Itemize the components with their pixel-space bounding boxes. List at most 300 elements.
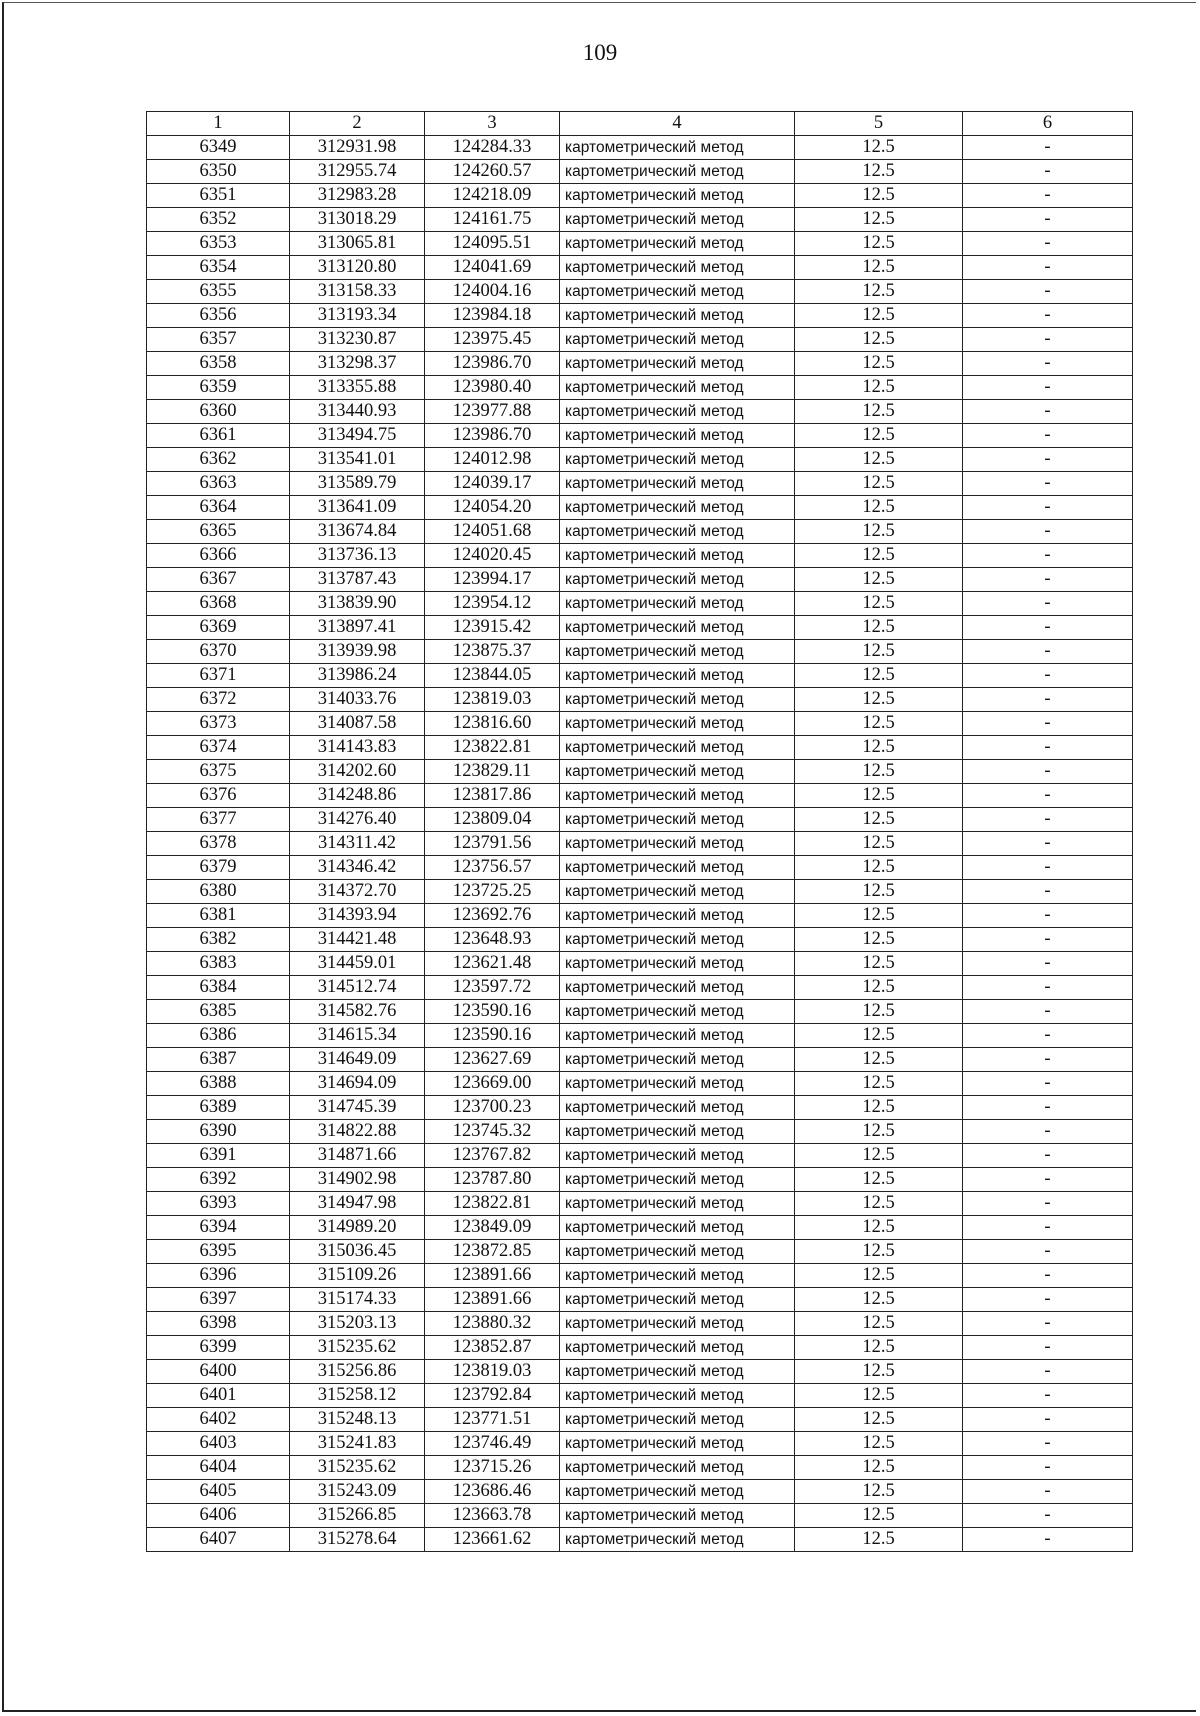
- method-cell: картометрический метод: [560, 1312, 795, 1336]
- x-coordinate-cell: 314989.20: [290, 1216, 425, 1240]
- method-cell: картометрический метод: [560, 1096, 795, 1120]
- x-coordinate-cell: 315243.09: [290, 1480, 425, 1504]
- note-cell: -: [963, 1528, 1133, 1552]
- table-row: [147, 568, 1133, 592]
- table-row: [147, 1384, 1133, 1408]
- table-row: [147, 1072, 1133, 1096]
- y-coordinate-cell: 123686.46: [425, 1480, 560, 1504]
- point-number-cell: 6373: [147, 712, 290, 736]
- table-row: [147, 1144, 1133, 1168]
- table-row: [147, 280, 1133, 304]
- method-cell: картометрический метод: [560, 376, 795, 400]
- note-cell: -: [963, 808, 1133, 832]
- method-cell: картометрический метод: [560, 1288, 795, 1312]
- x-coordinate-cell: 314745.39: [290, 1096, 425, 1120]
- x-coordinate-cell: 314346.42: [290, 856, 425, 880]
- method-cell: картометрический метод: [560, 520, 795, 544]
- y-coordinate-cell: 123756.57: [425, 856, 560, 880]
- x-coordinate-cell: 313839.90: [290, 592, 425, 616]
- method-cell: картометрический метод: [560, 1264, 795, 1288]
- x-coordinate-cell: 313065.81: [290, 232, 425, 256]
- table-row: [147, 376, 1133, 400]
- y-coordinate-cell: 123819.03: [425, 688, 560, 712]
- note-cell: -: [963, 208, 1133, 232]
- accuracy-cell: 12.5: [795, 1096, 963, 1120]
- note-cell: -: [963, 904, 1133, 928]
- accuracy-cell: 12.5: [795, 808, 963, 832]
- method-cell: картометрический метод: [560, 1216, 795, 1240]
- note-cell: -: [963, 1120, 1133, 1144]
- method-cell: картометрический метод: [560, 1024, 795, 1048]
- note-cell: -: [963, 448, 1133, 472]
- accuracy-cell: 12.5: [795, 208, 963, 232]
- point-number-cell: 6381: [147, 904, 290, 928]
- note-cell: -: [963, 736, 1133, 760]
- accuracy-cell: 12.5: [795, 1240, 963, 1264]
- note-cell: -: [963, 1072, 1133, 1096]
- accuracy-cell: 12.5: [795, 952, 963, 976]
- accuracy-cell: 12.5: [795, 1504, 963, 1528]
- method-cell: картометрический метод: [560, 1168, 795, 1192]
- point-number-cell: 6375: [147, 760, 290, 784]
- point-number-cell: 6351: [147, 184, 290, 208]
- table-row: [147, 784, 1133, 808]
- x-coordinate-cell: 313193.34: [290, 304, 425, 328]
- point-number-cell: 6396: [147, 1264, 290, 1288]
- accuracy-cell: 12.5: [795, 1480, 963, 1504]
- table-row: [147, 1408, 1133, 1432]
- y-coordinate-cell: 124284.33: [425, 136, 560, 160]
- accuracy-cell: 12.5: [795, 1024, 963, 1048]
- x-coordinate-cell: 314033.76: [290, 688, 425, 712]
- note-cell: -: [963, 688, 1133, 712]
- point-number-cell: 6361: [147, 424, 290, 448]
- y-coordinate-cell: 123891.66: [425, 1288, 560, 1312]
- point-number-cell: 6357: [147, 328, 290, 352]
- table-row: [147, 328, 1133, 352]
- x-coordinate-cell: 313120.80: [290, 256, 425, 280]
- column-header-2: 2: [290, 112, 425, 136]
- accuracy-cell: 12.5: [795, 928, 963, 952]
- table-row: [147, 472, 1133, 496]
- point-number-cell: 6387: [147, 1048, 290, 1072]
- method-cell: картометрический метод: [560, 448, 795, 472]
- method-cell: картометрический метод: [560, 280, 795, 304]
- x-coordinate-cell: 315235.62: [290, 1336, 425, 1360]
- x-coordinate-cell: 313440.93: [290, 400, 425, 424]
- method-cell: картометрический метод: [560, 352, 795, 376]
- point-number-cell: 6391: [147, 1144, 290, 1168]
- table-body: [147, 136, 1133, 1552]
- y-coordinate-cell: 123817.86: [425, 784, 560, 808]
- y-coordinate-cell: 123791.56: [425, 832, 560, 856]
- note-cell: -: [963, 592, 1133, 616]
- note-cell: -: [963, 472, 1133, 496]
- point-number-cell: 6397: [147, 1288, 290, 1312]
- point-number-cell: 6402: [147, 1408, 290, 1432]
- method-cell: картометрический метод: [560, 1336, 795, 1360]
- method-cell: картометрический метод: [560, 160, 795, 184]
- accuracy-cell: 12.5: [795, 1360, 963, 1384]
- accuracy-cell: 12.5: [795, 592, 963, 616]
- y-coordinate-cell: 123816.60: [425, 712, 560, 736]
- note-cell: -: [963, 1360, 1133, 1384]
- y-coordinate-cell: 124041.69: [425, 256, 560, 280]
- method-cell: картометрический метод: [560, 1360, 795, 1384]
- method-cell: картометрический метод: [560, 1432, 795, 1456]
- y-coordinate-cell: 123692.76: [425, 904, 560, 928]
- x-coordinate-cell: 315235.62: [290, 1456, 425, 1480]
- note-cell: -: [963, 1432, 1133, 1456]
- x-coordinate-cell: 314902.98: [290, 1168, 425, 1192]
- method-cell: картометрический метод: [560, 304, 795, 328]
- x-coordinate-cell: 314615.34: [290, 1024, 425, 1048]
- x-coordinate-cell: 314276.40: [290, 808, 425, 832]
- point-number-cell: 6354: [147, 256, 290, 280]
- x-coordinate-cell: 314694.09: [290, 1072, 425, 1096]
- accuracy-cell: 12.5: [795, 232, 963, 256]
- point-number-cell: 6372: [147, 688, 290, 712]
- note-cell: -: [963, 928, 1133, 952]
- method-cell: картометрический метод: [560, 1480, 795, 1504]
- table-row: [147, 1528, 1133, 1552]
- method-cell: картометрический метод: [560, 760, 795, 784]
- x-coordinate-cell: 315203.13: [290, 1312, 425, 1336]
- table-row: [147, 1312, 1133, 1336]
- point-number-cell: 6388: [147, 1072, 290, 1096]
- y-coordinate-cell: 123975.45: [425, 328, 560, 352]
- y-coordinate-cell: 123875.37: [425, 640, 560, 664]
- method-cell: картометрический метод: [560, 232, 795, 256]
- y-coordinate-cell: 124095.51: [425, 232, 560, 256]
- accuracy-cell: 12.5: [795, 1264, 963, 1288]
- table-row: [147, 1096, 1133, 1120]
- table-row: [147, 1192, 1133, 1216]
- table-row: [147, 424, 1133, 448]
- accuracy-cell: 12.5: [795, 688, 963, 712]
- note-cell: -: [963, 424, 1133, 448]
- y-coordinate-cell: 123787.80: [425, 1168, 560, 1192]
- method-cell: картометрический метод: [560, 472, 795, 496]
- accuracy-cell: 12.5: [795, 328, 963, 352]
- method-cell: картометрический метод: [560, 256, 795, 280]
- point-number-cell: 6392: [147, 1168, 290, 1192]
- method-cell: картометрический метод: [560, 904, 795, 928]
- note-cell: -: [963, 376, 1133, 400]
- table-row: [147, 976, 1133, 1000]
- note-cell: -: [963, 1480, 1133, 1504]
- x-coordinate-cell: 312983.28: [290, 184, 425, 208]
- note-cell: -: [963, 1456, 1133, 1480]
- note-cell: -: [963, 1024, 1133, 1048]
- x-coordinate-cell: 312931.98: [290, 136, 425, 160]
- y-coordinate-cell: 123669.00: [425, 1072, 560, 1096]
- accuracy-cell: 12.5: [795, 1288, 963, 1312]
- y-coordinate-cell: 123849.09: [425, 1216, 560, 1240]
- method-cell: картометрический метод: [560, 808, 795, 832]
- x-coordinate-cell: 313986.24: [290, 664, 425, 688]
- y-coordinate-cell: 123663.78: [425, 1504, 560, 1528]
- x-coordinate-cell: 315241.83: [290, 1432, 425, 1456]
- method-cell: картометрический метод: [560, 1048, 795, 1072]
- accuracy-cell: 12.5: [795, 1216, 963, 1240]
- method-cell: картометрический метод: [560, 1408, 795, 1432]
- x-coordinate-cell: 314311.42: [290, 832, 425, 856]
- point-number-cell: 6377: [147, 808, 290, 832]
- method-cell: картометрический метод: [560, 1144, 795, 1168]
- table-row: [147, 232, 1133, 256]
- x-coordinate-cell: 313355.88: [290, 376, 425, 400]
- point-number-cell: 6380: [147, 880, 290, 904]
- y-coordinate-cell: 123891.66: [425, 1264, 560, 1288]
- x-coordinate-cell: 315248.13: [290, 1408, 425, 1432]
- x-coordinate-cell: 314202.60: [290, 760, 425, 784]
- note-cell: -: [963, 664, 1133, 688]
- accuracy-cell: 12.5: [795, 352, 963, 376]
- accuracy-cell: 12.5: [795, 568, 963, 592]
- note-cell: -: [963, 184, 1133, 208]
- x-coordinate-cell: 314421.48: [290, 928, 425, 952]
- point-number-cell: 6385: [147, 1000, 290, 1024]
- note-cell: -: [963, 1384, 1133, 1408]
- y-coordinate-cell: 123771.51: [425, 1408, 560, 1432]
- note-cell: -: [963, 616, 1133, 640]
- point-number-cell: 6401: [147, 1384, 290, 1408]
- y-coordinate-cell: 123767.82: [425, 1144, 560, 1168]
- y-coordinate-cell: 123829.11: [425, 760, 560, 784]
- method-cell: картометрический метод: [560, 1000, 795, 1024]
- accuracy-cell: 12.5: [795, 1168, 963, 1192]
- point-number-cell: 6369: [147, 616, 290, 640]
- x-coordinate-cell: 314372.70: [290, 880, 425, 904]
- accuracy-cell: 12.5: [795, 136, 963, 160]
- y-coordinate-cell: 123822.81: [425, 1192, 560, 1216]
- y-coordinate-cell: 123986.70: [425, 424, 560, 448]
- point-number-cell: 6352: [147, 208, 290, 232]
- accuracy-cell: 12.5: [795, 880, 963, 904]
- note-cell: -: [963, 1216, 1133, 1240]
- y-coordinate-cell: 123809.04: [425, 808, 560, 832]
- x-coordinate-cell: 314947.98: [290, 1192, 425, 1216]
- x-coordinate-cell: 313589.79: [290, 472, 425, 496]
- table-row: [147, 1216, 1133, 1240]
- method-cell: картометрический метод: [560, 592, 795, 616]
- accuracy-cell: 12.5: [795, 1072, 963, 1096]
- point-number-cell: 6365: [147, 520, 290, 544]
- accuracy-cell: 12.5: [795, 976, 963, 1000]
- y-coordinate-cell: 123844.05: [425, 664, 560, 688]
- y-coordinate-cell: 123954.12: [425, 592, 560, 616]
- method-cell: картометрический метод: [560, 1456, 795, 1480]
- y-coordinate-cell: 123590.16: [425, 1024, 560, 1048]
- note-cell: -: [963, 1192, 1133, 1216]
- x-coordinate-cell: 314649.09: [290, 1048, 425, 1072]
- table-row: [147, 832, 1133, 856]
- method-cell: картометрический метод: [560, 952, 795, 976]
- x-coordinate-cell: 314143.83: [290, 736, 425, 760]
- accuracy-cell: 12.5: [795, 1192, 963, 1216]
- table-row: [147, 856, 1133, 880]
- point-number-cell: 6384: [147, 976, 290, 1000]
- table-row: [147, 640, 1133, 664]
- y-coordinate-cell: 123994.17: [425, 568, 560, 592]
- table-row: [147, 1000, 1133, 1024]
- method-cell: картометрический метод: [560, 784, 795, 808]
- note-cell: -: [963, 328, 1133, 352]
- note-cell: -: [963, 1240, 1133, 1264]
- note-cell: -: [963, 1264, 1133, 1288]
- table-row: [147, 256, 1133, 280]
- method-cell: картометрический метод: [560, 880, 795, 904]
- point-number-cell: 6398: [147, 1312, 290, 1336]
- y-coordinate-cell: 124260.57: [425, 160, 560, 184]
- table-row: [147, 1504, 1133, 1528]
- accuracy-cell: 12.5: [795, 280, 963, 304]
- note-cell: -: [963, 520, 1133, 544]
- accuracy-cell: 12.5: [795, 304, 963, 328]
- x-coordinate-cell: 313674.84: [290, 520, 425, 544]
- x-coordinate-cell: 314871.66: [290, 1144, 425, 1168]
- y-coordinate-cell: 123852.87: [425, 1336, 560, 1360]
- accuracy-cell: 12.5: [795, 1456, 963, 1480]
- y-coordinate-cell: 123597.72: [425, 976, 560, 1000]
- y-coordinate-cell: 124161.75: [425, 208, 560, 232]
- method-cell: картометрический метод: [560, 1504, 795, 1528]
- point-number-cell: 6406: [147, 1504, 290, 1528]
- table-row: [147, 736, 1133, 760]
- point-number-cell: 6350: [147, 160, 290, 184]
- y-coordinate-cell: 123977.88: [425, 400, 560, 424]
- table-row: [147, 136, 1133, 160]
- table-row: [147, 1120, 1133, 1144]
- point-number-cell: 6359: [147, 376, 290, 400]
- accuracy-cell: 12.5: [795, 664, 963, 688]
- accuracy-cell: 12.5: [795, 856, 963, 880]
- point-number-cell: 6395: [147, 1240, 290, 1264]
- method-cell: картометрический метод: [560, 496, 795, 520]
- accuracy-cell: 12.5: [795, 472, 963, 496]
- method-cell: картометрический метод: [560, 1192, 795, 1216]
- x-coordinate-cell: 315109.26: [290, 1264, 425, 1288]
- accuracy-cell: 12.5: [795, 1432, 963, 1456]
- table-row: [147, 592, 1133, 616]
- table-row: [147, 400, 1133, 424]
- point-number-cell: 6371: [147, 664, 290, 688]
- point-number-cell: 6405: [147, 1480, 290, 1504]
- table-row: [147, 1432, 1133, 1456]
- x-coordinate-cell: 313158.33: [290, 280, 425, 304]
- note-cell: -: [963, 952, 1133, 976]
- method-cell: картометрический метод: [560, 856, 795, 880]
- point-number-cell: 6399: [147, 1336, 290, 1360]
- x-coordinate-cell: 313897.41: [290, 616, 425, 640]
- accuracy-cell: 12.5: [795, 1312, 963, 1336]
- note-cell: -: [963, 640, 1133, 664]
- point-number-cell: 6383: [147, 952, 290, 976]
- method-cell: картометрический метод: [560, 544, 795, 568]
- table-row: [147, 1168, 1133, 1192]
- note-cell: -: [963, 760, 1133, 784]
- table-row: [147, 760, 1133, 784]
- method-cell: картометрический метод: [560, 568, 795, 592]
- point-number-cell: 6382: [147, 928, 290, 952]
- accuracy-cell: 12.5: [795, 616, 963, 640]
- point-number-cell: 6407: [147, 1528, 290, 1552]
- y-coordinate-cell: 123590.16: [425, 1000, 560, 1024]
- table-row: [147, 1240, 1133, 1264]
- method-cell: картометрический метод: [560, 1528, 795, 1552]
- method-cell: картометрический метод: [560, 424, 795, 448]
- x-coordinate-cell: 314087.58: [290, 712, 425, 736]
- note-cell: -: [963, 280, 1133, 304]
- method-cell: картометрический метод: [560, 328, 795, 352]
- coordinates-table: [146, 111, 1133, 1552]
- note-cell: -: [963, 880, 1133, 904]
- method-cell: картометрический метод: [560, 616, 795, 640]
- y-coordinate-cell: 124051.68: [425, 520, 560, 544]
- table-row: [147, 880, 1133, 904]
- x-coordinate-cell: 312955.74: [290, 160, 425, 184]
- method-cell: картометрический метод: [560, 1072, 795, 1096]
- method-cell: картометрический метод: [560, 976, 795, 1000]
- point-number-cell: 6363: [147, 472, 290, 496]
- column-header-3: 3: [425, 112, 560, 136]
- point-number-cell: 6358: [147, 352, 290, 376]
- method-cell: картометрический метод: [560, 1384, 795, 1408]
- accuracy-cell: 12.5: [795, 1408, 963, 1432]
- accuracy-cell: 12.5: [795, 832, 963, 856]
- accuracy-cell: 12.5: [795, 1048, 963, 1072]
- accuracy-cell: 12.5: [795, 1384, 963, 1408]
- note-cell: -: [963, 784, 1133, 808]
- accuracy-cell: 12.5: [795, 904, 963, 928]
- point-number-cell: 6378: [147, 832, 290, 856]
- note-cell: -: [963, 1312, 1133, 1336]
- note-cell: -: [963, 832, 1133, 856]
- table-row: [147, 208, 1133, 232]
- x-coordinate-cell: 315174.33: [290, 1288, 425, 1312]
- point-number-cell: 6360: [147, 400, 290, 424]
- point-number-cell: 6374: [147, 736, 290, 760]
- note-cell: -: [963, 1144, 1133, 1168]
- table-row: [147, 448, 1133, 472]
- point-number-cell: 6367: [147, 568, 290, 592]
- x-coordinate-cell: 313541.01: [290, 448, 425, 472]
- note-cell: -: [963, 160, 1133, 184]
- note-cell: -: [963, 400, 1133, 424]
- note-cell: -: [963, 1168, 1133, 1192]
- point-number-cell: 6364: [147, 496, 290, 520]
- table-row: [147, 1456, 1133, 1480]
- accuracy-cell: 12.5: [795, 784, 963, 808]
- table-row: [147, 1264, 1133, 1288]
- accuracy-cell: 12.5: [795, 736, 963, 760]
- x-coordinate-cell: 315278.64: [290, 1528, 425, 1552]
- point-number-cell: 6356: [147, 304, 290, 328]
- accuracy-cell: 12.5: [795, 400, 963, 424]
- table-row: [147, 1480, 1133, 1504]
- table-row: [147, 1360, 1133, 1384]
- point-number-cell: 6370: [147, 640, 290, 664]
- y-coordinate-cell: 124012.98: [425, 448, 560, 472]
- table-row: [147, 952, 1133, 976]
- x-coordinate-cell: 315266.85: [290, 1504, 425, 1528]
- y-coordinate-cell: 123746.49: [425, 1432, 560, 1456]
- accuracy-cell: 12.5: [795, 256, 963, 280]
- note-cell: -: [963, 1504, 1133, 1528]
- x-coordinate-cell: 313494.75: [290, 424, 425, 448]
- table-row: [147, 160, 1133, 184]
